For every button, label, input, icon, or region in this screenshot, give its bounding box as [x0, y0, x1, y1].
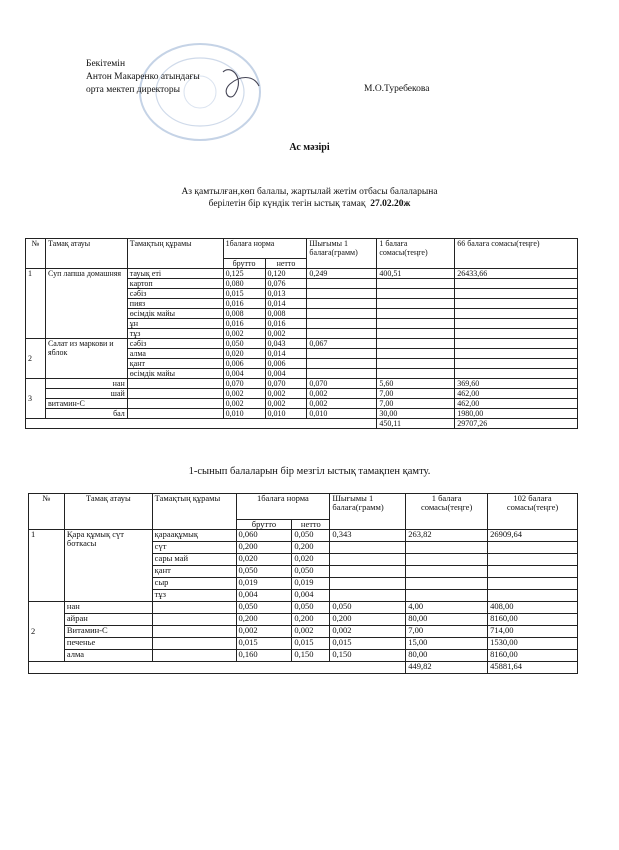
netto: 0,002: [265, 329, 307, 339]
table-row: [26, 399, 578, 409]
cost1: 263,82: [406, 530, 488, 542]
ingredient: қант: [152, 566, 236, 578]
brutto: 0,006: [223, 359, 265, 369]
netto: 0,016: [265, 319, 307, 329]
brutto: 0,020: [223, 349, 265, 359]
netto: 0,019: [292, 578, 330, 590]
header-dish: Тамақ атауы: [64, 494, 152, 530]
yield: 0,200: [330, 614, 406, 626]
cost-total: 8160,00: [488, 650, 578, 662]
header-norm: 1балаға норма: [223, 239, 307, 259]
ingredient: алма: [127, 349, 223, 359]
dish-name: печенье: [64, 638, 152, 650]
page-title: Ас мәзірі: [289, 142, 330, 153]
yield: 0,002: [330, 626, 406, 638]
ingredient: сыр: [152, 578, 236, 590]
yield: 0,070: [307, 379, 377, 389]
header-netto: нетто: [292, 520, 330, 530]
netto: 0,014: [265, 349, 307, 359]
netto: 0,008: [265, 309, 307, 319]
dish-name: бал: [45, 409, 127, 419]
dish-name: алма: [64, 650, 152, 662]
ingredient: тауық еті: [127, 269, 223, 279]
ingredient: өсімдік майы: [127, 369, 223, 379]
table-row: [29, 614, 578, 626]
netto: 0,043: [265, 339, 307, 349]
cost1: 15,00: [406, 638, 488, 650]
cost-total: 26433,66: [455, 269, 578, 279]
netto: 0,076: [265, 279, 307, 289]
header-cost-total: 102 балаға сомасы(теңге): [488, 494, 578, 530]
brutto: 0,016: [223, 299, 265, 309]
yield: 0,002: [307, 399, 377, 409]
ingredient: тұз: [127, 329, 223, 339]
header-cost1: 1 балаға сомасы(теңге): [377, 239, 455, 269]
brutto: 0,200: [236, 542, 292, 554]
dish-name: Қара құмық сүт боткасы: [64, 530, 152, 602]
cost-total: 462,00: [455, 389, 578, 399]
table-row: [26, 379, 578, 389]
table-row: [26, 409, 578, 419]
approve-line-2: Антон Макаренко атындағы: [86, 72, 200, 82]
brutto: 0,008: [223, 309, 265, 319]
brutto: 0,050: [236, 602, 292, 614]
cost-total: 462,00: [455, 399, 578, 409]
netto: 0,050: [292, 530, 330, 542]
yield: 0,343: [330, 530, 406, 542]
brutto: 0,070: [223, 379, 265, 389]
ingredient: қараақұмық: [152, 530, 236, 542]
dish-name: нан: [64, 602, 152, 614]
brutto: 0,002: [223, 389, 265, 399]
header-dish: Тамақ атауы: [45, 239, 127, 269]
brutto: 0,050: [236, 566, 292, 578]
subtitle-text: берілетін бір күндік тегін ыстық тамақ: [208, 199, 366, 209]
cost1: 5,60: [377, 379, 455, 389]
netto: 0,013: [265, 289, 307, 299]
table-row: [29, 602, 578, 614]
dish-name: Салат из маркови и яблок: [45, 339, 127, 379]
yield: 0,002: [307, 389, 377, 399]
dish-name: нан: [45, 379, 127, 389]
header-composition: Тамақтың құрамы: [127, 239, 223, 269]
table-row: [29, 626, 578, 638]
ingredient: сәбіз: [127, 339, 223, 349]
brutto: 0,060: [236, 530, 292, 542]
ingredient: ұн: [127, 319, 223, 329]
ingredient: өсімдік майы: [127, 309, 223, 319]
cost-total: 408,00: [488, 602, 578, 614]
brutto: 0,019: [236, 578, 292, 590]
netto: 0,050: [292, 602, 330, 614]
netto: 0,050: [292, 566, 330, 578]
table-row: [26, 339, 578, 349]
subtitle-line-2: [0, 199, 619, 209]
header-norm: 1балаға норма: [236, 494, 330, 520]
brutto: 0,002: [236, 626, 292, 638]
subtitle-line-1: Аз қамтылған,көп балалы, жартылай жетім отбасы балаларына: [181, 187, 438, 197]
brutto: 0,015: [236, 638, 292, 650]
netto: 0,004: [265, 369, 307, 379]
netto: 0,200: [292, 542, 330, 554]
brutto: 0,020: [236, 554, 292, 566]
group-num: 1: [29, 530, 65, 602]
yield: 0,050: [330, 602, 406, 614]
table-row: [29, 638, 578, 650]
netto: 0,004: [292, 590, 330, 602]
group-num: 2: [29, 602, 65, 662]
netto: 0,200: [292, 614, 330, 626]
netto: 0,002: [265, 389, 307, 399]
cost1: 4,00: [406, 602, 488, 614]
ingredient: пияз: [127, 299, 223, 309]
cost1: 7,00: [406, 626, 488, 638]
dish-name: Суп лапша домашняя: [45, 269, 127, 339]
brutto: 0,004: [236, 590, 292, 602]
cost1: 80,00: [406, 650, 488, 662]
cost1: 400,51: [377, 269, 455, 279]
header-brutto: брутто: [236, 520, 292, 530]
table-row: [29, 650, 578, 662]
total-cost1: 449,82: [406, 662, 488, 674]
cost-total: 8160,00: [488, 614, 578, 626]
header-yield: Шығымы 1 балаға(грамм): [307, 239, 377, 269]
table-row: [26, 389, 578, 399]
brutto: 0,080: [223, 279, 265, 289]
netto: 0,150: [292, 650, 330, 662]
total-cost1: 450,11: [377, 419, 455, 429]
brutto: 0,015: [223, 289, 265, 299]
group-num: 3: [26, 379, 46, 419]
table-row: [26, 269, 578, 279]
netto: 0,014: [265, 299, 307, 309]
dish-name: Витамин-С: [64, 626, 152, 638]
header-netto: нетто: [265, 259, 307, 269]
total-cost-total: 45881,64: [488, 662, 578, 674]
yield: 0,150: [330, 650, 406, 662]
menu-table-1: [25, 238, 578, 429]
yield: 0,249: [307, 269, 377, 279]
total-cost-total: 29707,26: [455, 419, 578, 429]
brutto: 0,002: [223, 329, 265, 339]
yield: 0,015: [330, 638, 406, 650]
signer-name: М.О.Туребекова: [364, 84, 430, 94]
brutto: 0,016: [223, 319, 265, 329]
approve-line-1: Бекітемін: [86, 59, 126, 69]
total-row: [26, 419, 578, 429]
header-num: №: [26, 239, 46, 269]
netto: 0,120: [265, 269, 307, 279]
cost-total: 714,00: [488, 626, 578, 638]
dish-name: айран: [64, 614, 152, 626]
total-row: [29, 662, 578, 674]
ingredient: сәбіз: [127, 289, 223, 299]
netto: 0,010: [265, 409, 307, 419]
brutto: 0,004: [223, 369, 265, 379]
ingredient: картоп: [127, 279, 223, 289]
approval-block: [86, 58, 200, 97]
section-title-2: 1-сынып балаларын бір мезгіл ыстық тамақпен қамту.: [188, 466, 431, 477]
netto: 0,006: [265, 359, 307, 369]
netto: 0,002: [292, 626, 330, 638]
yield: 0,067: [307, 339, 377, 349]
netto: 0,002: [265, 399, 307, 409]
cost-total: 369,60: [455, 379, 578, 389]
brutto: 0,200: [236, 614, 292, 626]
cost1: 30,00: [377, 409, 455, 419]
netto: 0,020: [292, 554, 330, 566]
ingredient: сары май: [152, 554, 236, 566]
cost-total: 26909,64: [488, 530, 578, 542]
header-brutto: брутто: [223, 259, 265, 269]
group-num: 2: [26, 339, 46, 379]
header-composition: Тамақтың құрамы: [152, 494, 236, 530]
dish-name: витамин-С: [45, 399, 127, 409]
brutto: 0,125: [223, 269, 265, 279]
ingredient: сүт: [152, 542, 236, 554]
cost1: 7,00: [377, 389, 455, 399]
brutto: 0,002: [223, 399, 265, 409]
brutto: 0,160: [236, 650, 292, 662]
ingredient: қант: [127, 359, 223, 369]
header-yield: Шығымы 1 балаға(грамм): [330, 494, 406, 530]
cost1: 80,00: [406, 614, 488, 626]
cost-total: 1530,00: [488, 638, 578, 650]
ingredient: тұз: [152, 590, 236, 602]
netto: 0,015: [292, 638, 330, 650]
header-cost1: 1 балаға сомасы(теңге): [406, 494, 488, 530]
group-num: 1: [26, 269, 46, 339]
menu-table-2: [28, 493, 578, 674]
brutto: 0,010: [223, 409, 265, 419]
subtitle-date: 27.02.20ж: [370, 199, 411, 209]
header-cost-total: 66 балаға сомасы(теңге): [455, 239, 578, 269]
yield: 0,010: [307, 409, 377, 419]
dish-name: шай: [45, 389, 127, 399]
header-num: №: [29, 494, 65, 530]
netto: 0,070: [265, 379, 307, 389]
brutto: 0,050: [223, 339, 265, 349]
approve-line-3: орта мектеп директоры: [86, 85, 181, 95]
table-row: [29, 530, 578, 542]
cost1: 7,00: [377, 399, 455, 409]
cost-total: 1980,00: [455, 409, 578, 419]
